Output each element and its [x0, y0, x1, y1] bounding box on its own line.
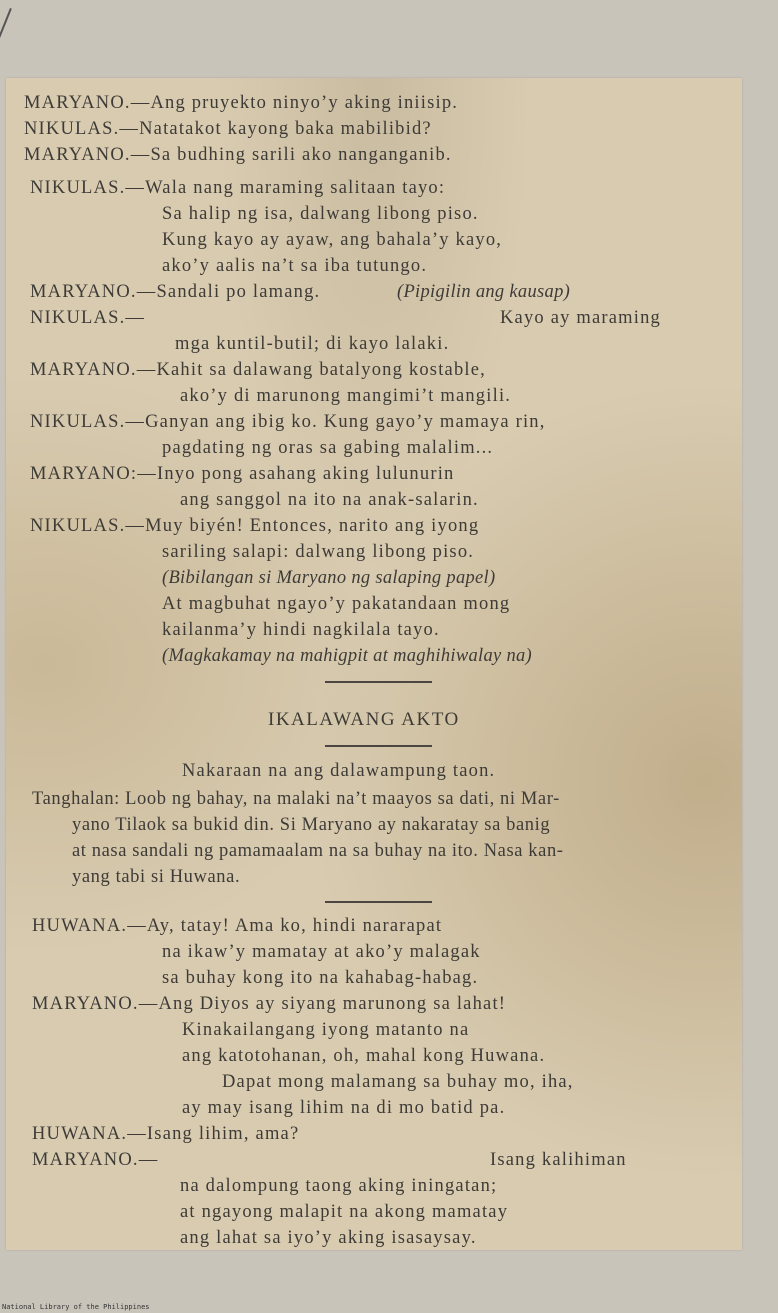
speaker-label: MARYANO.— [32, 1150, 159, 1170]
verse-line: Dapat mong malamang sa buhay mo, iha, [222, 1072, 574, 1092]
verse-line: Sa halip ng isa, dalwang libong piso. [162, 204, 479, 224]
speaker-label: NIKULAS.— [30, 308, 146, 328]
verse-line: ang katotohanan, oh, mahal kong Huwana. [182, 1046, 546, 1066]
stage-direction: (Pipigilin ang kausap) [397, 282, 571, 302]
pen-mark [0, 8, 12, 64]
dialogue-line: MARYANO.—Ang Diyos ay siyang marunong sa lahat! [32, 994, 507, 1014]
act-heading: IKALAWANG AKTO [268, 709, 460, 730]
dialogue-line: MARYANO.—Sandali po lamang. [30, 282, 321, 302]
verse-line: Kinakailangang iyong matanto na [182, 1020, 470, 1040]
dialogue-line: MARYANO.—Ang pruyekto ninyo’y aking iniisip. [24, 93, 459, 113]
stage-direction: (Bibilangan si Maryano ng salaping papel) [162, 568, 496, 588]
section-rule [325, 901, 432, 903]
dialogue-line: MARYANO.—Sa budhing sarili ako nanganganib. [24, 145, 452, 165]
setting-line: at nasa sandali ng pamamaalam na sa buhay na ito. Nasa kan- [72, 841, 564, 861]
verse-line: mga kuntil-butil; di kayo lalaki. [175, 334, 450, 354]
verse-line: Kayo ay maraming [500, 308, 661, 328]
setting-line: Tanghalan: Loob ng bahay, na malaki na’t maayos sa dati, ni Mar- [32, 789, 560, 809]
verse-line: ang sanggol na ito na anak-salarin. [180, 490, 479, 510]
verse-line: na ikaw’y mamatay at ako’y malagak [162, 942, 481, 962]
verse-line: kailanma’y hindi nagkilala tayo. [162, 620, 440, 640]
section-rule [325, 681, 432, 683]
dialogue-line: MARYANO:—Inyo pong asahang aking lulunurin [30, 464, 455, 484]
dialogue-line: HUWANA.—Isang lihim, ama? [32, 1124, 300, 1144]
stage-direction: (Magkakamay na mahigpit at maghihiwalay na) [162, 646, 533, 666]
verse-line: pagdating ng oras sa gabing malalim... [162, 438, 494, 458]
verse-line: at ngayong malapit na akong mamatay [180, 1202, 509, 1222]
verse-line: ay may isang lihim na di mo batid pa. [182, 1098, 506, 1118]
dialogue-line: NIKULAS.—Wala nang maraming salitaan tayo: [30, 178, 446, 198]
verse-line: sariling salapi: dalwang libong piso. [162, 542, 475, 562]
verse-line: na dalompung taong aking iningatan; [180, 1176, 498, 1196]
dialogue-line: NIKULAS.—Natatakot kayong baka mabilibid? [24, 119, 432, 139]
dialogue-line: NIKULAS.—Muy biyén! Entonces, narito ang iyong [30, 516, 480, 536]
dialogue-line: HUWANA.—Ay, tatay! Ama ko, hindi nararapat [32, 916, 443, 936]
verse-line: At magbuhat ngayo’y pakatandaan mong [162, 594, 511, 614]
verse-line: sa buhay kong ito na kahabag-habag. [162, 968, 479, 988]
verse-line: Kung kayo ay ayaw, ang bahala’y kayo, [162, 230, 503, 250]
dialogue-line: NIKULAS.—Ganyan ang ibig ko. Kung gayo’y mamaya rin, [30, 412, 546, 432]
setting-line: yang tabi si Huwana. [72, 867, 241, 887]
setting-line: yano Tilaok sa bukid din. Si Maryano ay nakaratay sa banig [72, 815, 551, 835]
section-rule [325, 745, 432, 747]
verse-line: ako’y di marunong mangimi’t mangili. [180, 386, 512, 406]
verse-line: ako’y aalis na’t sa iba tutungo. [162, 256, 428, 276]
time-note: Nakaraan na ang dalawampung taon. [182, 761, 496, 781]
library-credit: National Library of the Philippines [2, 1303, 150, 1311]
dialogue-line: MARYANO.—Kahit sa dalawang batalyong kostable, [30, 360, 486, 380]
verse-line: Isang kalihiman [490, 1150, 627, 1170]
verse-line: ang lahat sa iyo’y aking isasaysay. [180, 1228, 477, 1248]
